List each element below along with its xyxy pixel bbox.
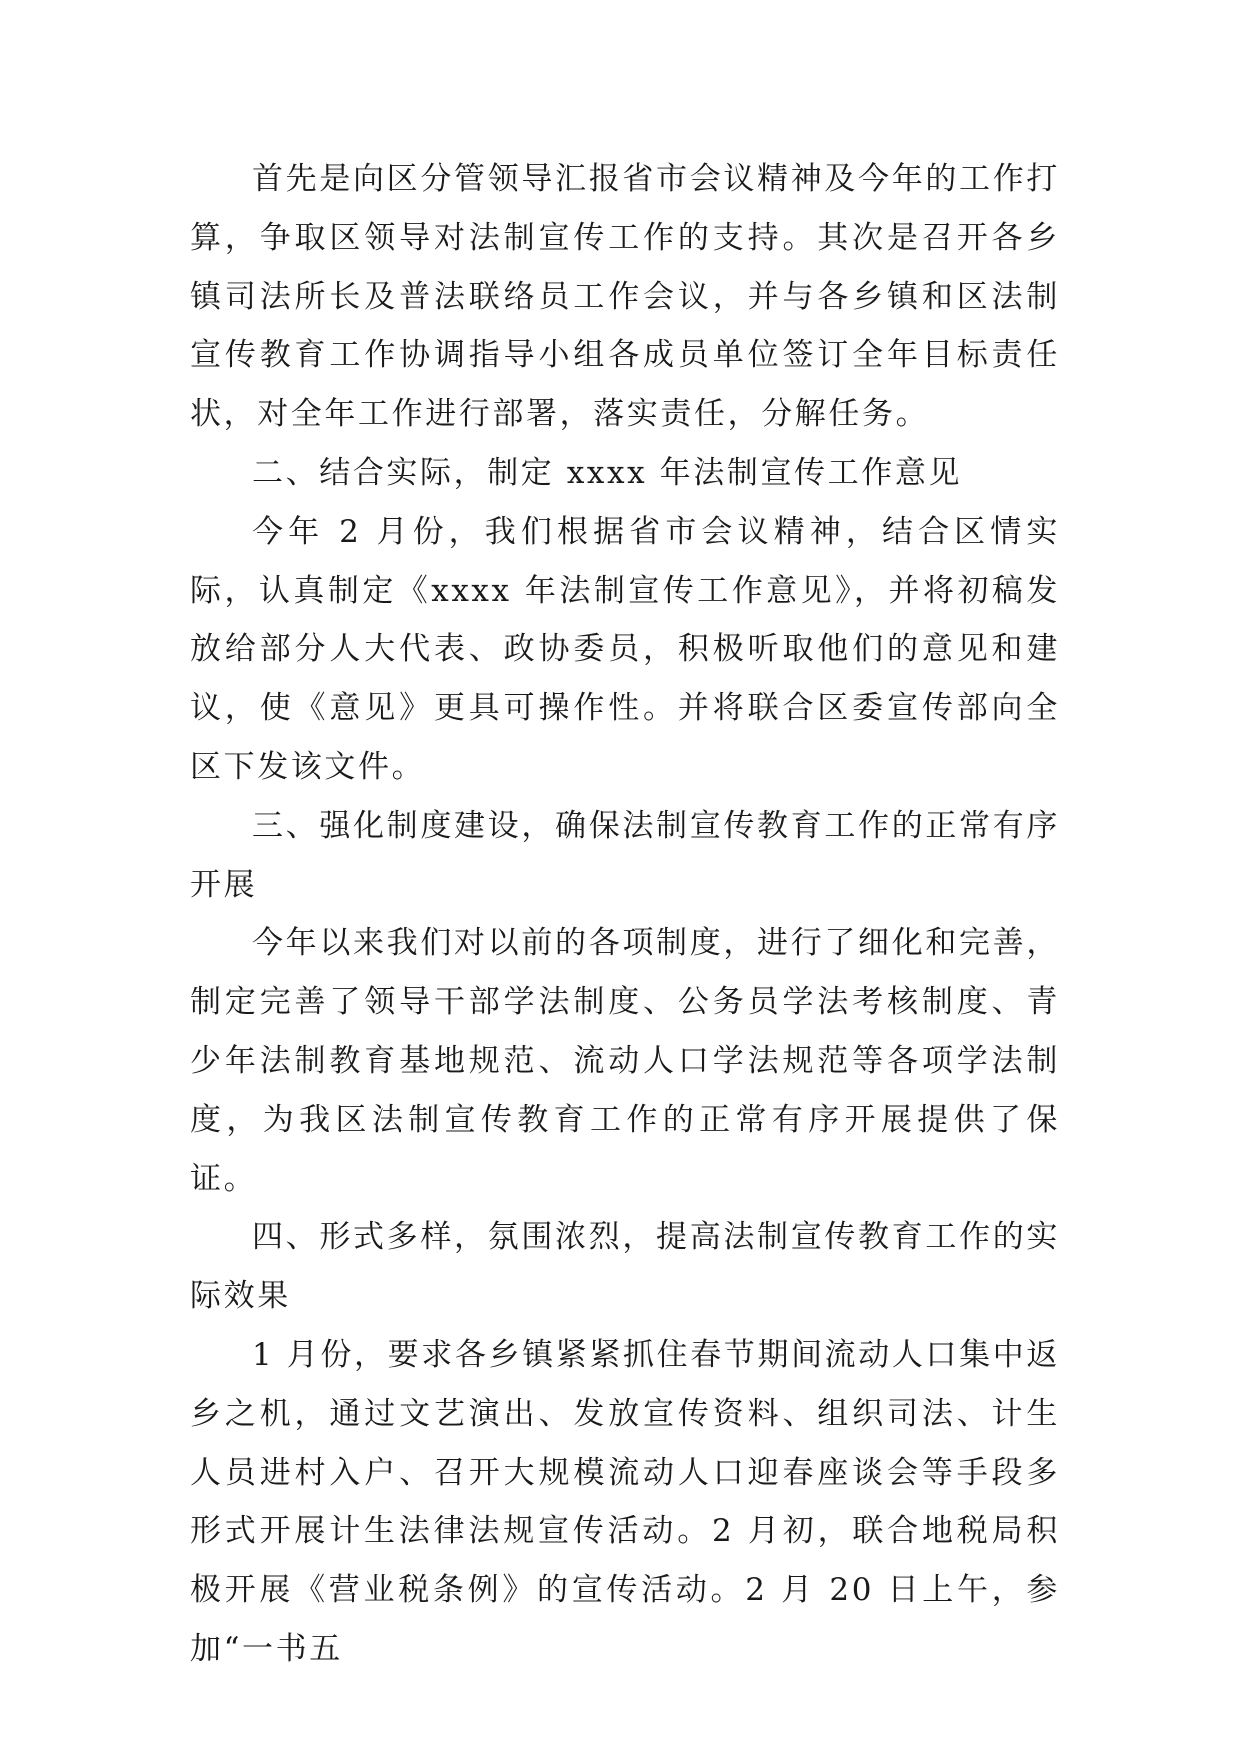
paragraph-3: 今年以来我们对以前的各项制度，进行了细化和完善，制定完善了领导干部学法制度、公务员学法考核制度、青少年法制教育基地规范、流动人口学法规范等各项学法制度，为我区法制宣传教育工作的正常有序开展提供了保证。	[190, 925, 1060, 1197]
paragraph-1: 首先是向区分管领导汇报省市会议精神及今年的工作打算，争取区领导对法制宣传工作的支持。其次是召开各乡镇司法所长及普法联络员工作会议，并与各乡镇和区法制宣传教育工作协调指导小组各成员单位签订全年目标责任状，对全年工作进行部署，落实责任，分解任务。	[190, 161, 1060, 433]
section-heading-3: 三、强化制度建设，确保法制宣传教育工作的正常有序开展	[190, 807, 1060, 903]
paragraph-4: 1 月份，要求各乡镇紧紧抓住春节期间流动人口集中返乡之机，通过文艺演出、发放宣传资料、组织司法、计生人员进村入户、召开大规模流动人口迎春座谈会等手段多形式开展计生法律法规宣传活动。2 月初，联合地税局积极开展《营业税条例》的宣传活动。2 月 20 日上午，参加“一书五	[190, 1336, 1060, 1667]
section-heading-4: 四、形式多样，氛围浓烈，提高法制宣传教育工作的实际效果	[190, 1219, 1060, 1315]
paragraph-2: 今年 2 月份，我们根据省市会议精神，结合区情实际，认真制定《xxxx 年法制宣传工作意见》，并将初稿发放给部分人大代表、政协委员，积极听取他们的意见和建议，使《意见》更具可操作性。并将联合区委宣传部向全区下发该文件。	[190, 513, 1060, 785]
document-body	[190, 150, 1060, 1679]
section-heading-2: 二、结合实际，制定 xxxx 年法制宣传工作意见	[252, 454, 963, 491]
